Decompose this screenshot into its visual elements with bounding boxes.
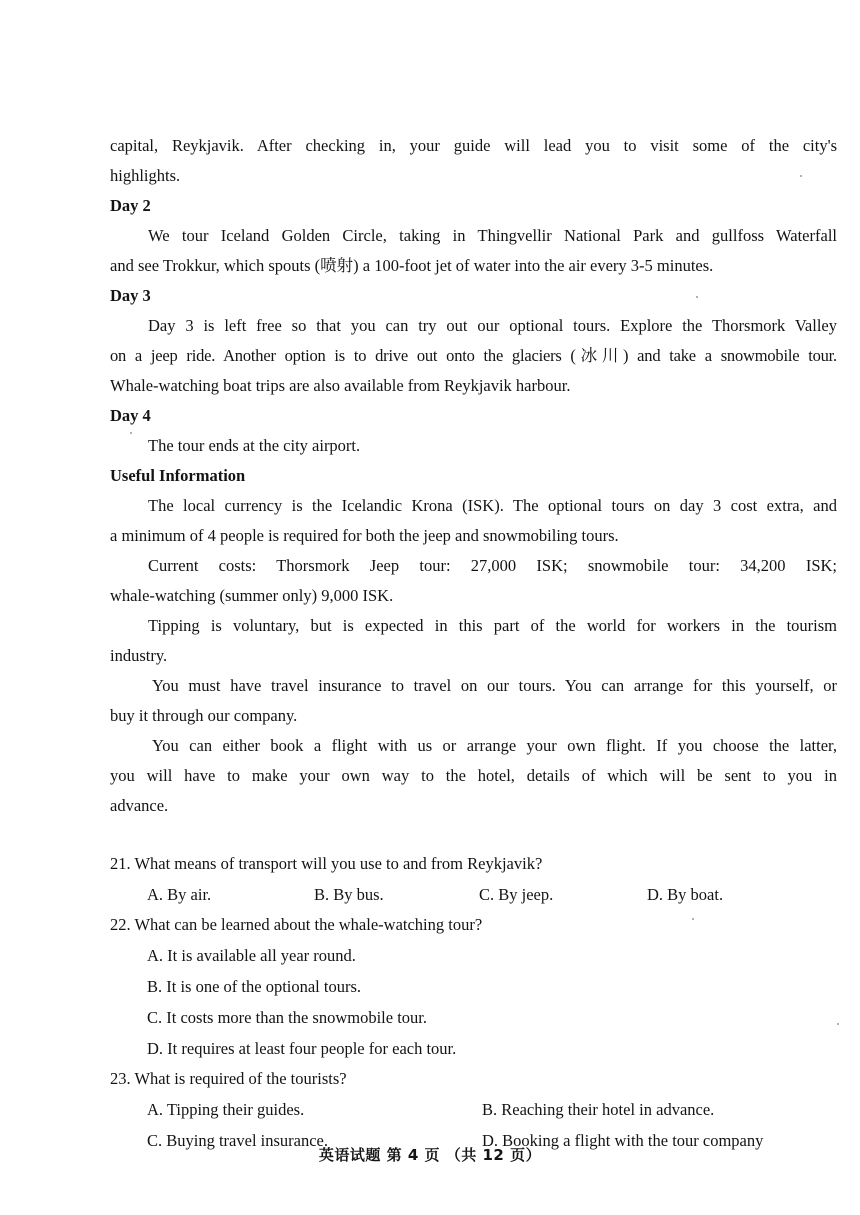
passage-line: Whale-watching boat trips are also available from Reykjavik harbour.: [110, 376, 571, 395]
passage-line: and see Trokkur, which spouts (喷射) a 100-foot jet of water into the air every 3-5 minutes.: [110, 256, 714, 275]
question-22-options: [110, 940, 837, 971]
passage-line: Current costs: Thorsmork Jeep tour: 27,000 ISK; snowmobile tour: 34,200 ISK;: [148, 556, 837, 575]
passage-line: industry.: [110, 646, 168, 665]
option-b[interactable]: B. By bus.: [314, 885, 384, 904]
question-22-stem: 22. What can be learned about the whale-watching tour?: [110, 915, 483, 934]
passage-line: You must have travel insurance to travel on our tours. You can arrange for this yourself, or: [152, 676, 837, 695]
option-d[interactable]: D. It requires at least four people for each tour.: [147, 1039, 457, 1058]
question-21-stem: 21. What means of transport will you use to and from Reykjavik?: [110, 854, 543, 873]
question-23-options: [110, 1094, 837, 1125]
question-23-stem: 23. What is required of the tourists?: [110, 1069, 347, 1088]
option-c[interactable]: C. It costs more than the snowmobile tour.: [147, 1008, 428, 1027]
passage-line: The tour ends at the city airport.: [148, 436, 361, 455]
passage-line: whale-watching (summer only) 9,000 ISK.: [110, 586, 394, 605]
passage-line: The local currency is the Icelandic Krona (ISK). The optional tours on day 3 cost extra, and: [148, 496, 837, 515]
passage-line: a minimum of 4 people is required for both the jeep and snowmobiling tours.: [110, 526, 619, 545]
passage-line: advance.: [110, 796, 169, 815]
passage-line: Day 3 is left free so that you can try out our optional tours. Explore the Thorsmork Valley: [148, 316, 837, 335]
option-a[interactable]: A. Tipping their guides.: [147, 1100, 305, 1119]
question-21-options: [110, 879, 837, 910]
passage-line: We tour Iceland Golden Circle, taking in Thingvellir National Park and gullfoss Waterfall: [148, 226, 837, 245]
section-heading-day3: Day 3: [110, 286, 151, 305]
passage-line: you will have to make your own way to the hotel, details of which will be sent to you in: [110, 766, 837, 785]
section-heading-day2: Day 2: [110, 196, 151, 215]
option-d[interactable]: D. Booking a flight with the tour company: [482, 1131, 764, 1150]
option-d[interactable]: D. By boat.: [647, 885, 724, 904]
reading-passage: [110, 131, 837, 1156]
passage-line: You can either book a flight with us or arrange your own flight. If you choose the latter,: [152, 736, 837, 755]
option-c[interactable]: C. By jeep.: [479, 885, 554, 904]
passage-line: on a jeep ride. Another option is to drive out onto the glaciers (冰川) and take a snowmobile tour.: [110, 346, 837, 365]
page-footer: 英语试题 第 4 页 （共 12 页）: [318, 1146, 542, 1164]
passage-line: capital, Reykjavik. After checking in, your guide will lead you to visit some of the city's: [110, 136, 837, 155]
option-b[interactable]: B. Reaching their hotel in advance.: [482, 1100, 715, 1119]
scan-speck: [130, 432, 132, 434]
scan-speck: [692, 918, 694, 920]
section-heading-day4: Day 4: [110, 406, 151, 425]
option-a[interactable]: A. By air.: [147, 885, 212, 904]
passage-line: Tipping is voluntary, but is expected in this part of the world for workers in the tourism: [148, 616, 837, 635]
scan-speck: [837, 1023, 839, 1025]
scan-speck: [696, 296, 698, 298]
option-a[interactable]: A. It is available all year round.: [147, 946, 356, 965]
passage-line: highlights.: [110, 166, 181, 185]
option-c[interactable]: C. Buying travel insurance.: [147, 1131, 329, 1150]
passage-line: buy it through our company.: [110, 706, 298, 725]
section-heading-useful-information: Useful Information: [110, 466, 246, 485]
option-b[interactable]: B. It is one of the optional tours.: [147, 977, 362, 996]
scan-speck: [800, 175, 802, 177]
